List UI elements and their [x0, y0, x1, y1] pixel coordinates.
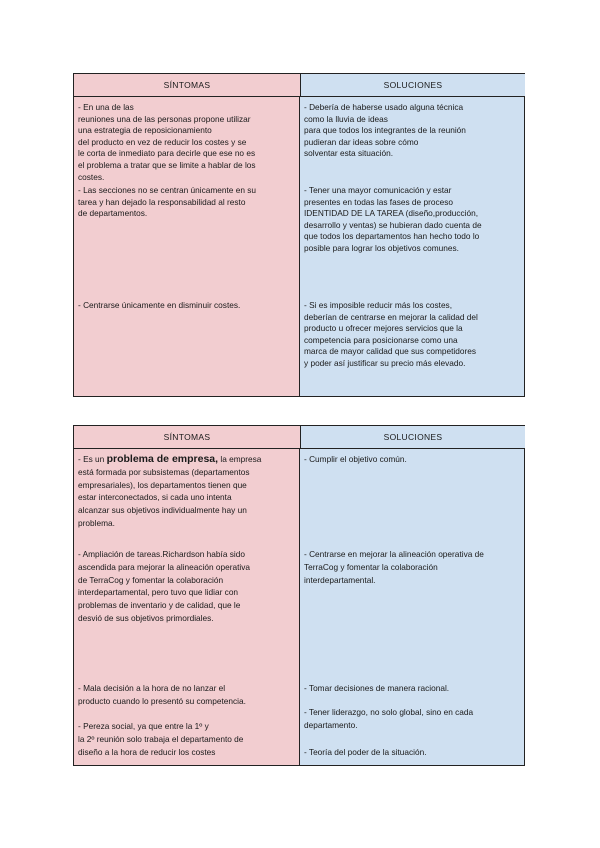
sintoma-item: - Las secciones no se centran únicamente en su tarea y han dejado la responsabilidad al resto de departamentos. [78, 185, 257, 219]
solucion-item: - Debería de haberse usado alguna técnica como la lluvia de ideas para que todos los integrantes de la reunión pudieran dar ideas sobre cómo solventar esta situación. [304, 102, 466, 159]
header-sintomas: SÍNTOMAS [74, 74, 301, 96]
sintoma-prefix: - Es un [78, 454, 107, 464]
sintoma-item: - Mala decisión a la hora de no lanzar el producto cuando lo presentó su competencia. [78, 683, 246, 706]
header-soluciones: SOLUCIONES [301, 426, 525, 448]
solucion-item: - Tener liderazgo, no solo global, sino en cada departamento. [304, 707, 474, 730]
sintomas-column [74, 97, 300, 396]
solucion-item: - Si es imposible reducir más los costes, deberían de centrarse en mejorar la calidad del producto u ofrecer mejores servicios que la competencia para posicionarse como una marca de mayor calidad que sus competidores y poder así justificar su precio más elevado. [304, 300, 478, 368]
sintoma-item: - Centrarse únicamente en disminuir costes. [78, 300, 241, 310]
solucion-item: - Cumplir el objetivo común. [304, 454, 407, 464]
solucion-item: - Tener una mayor comunicación y estar presentes en todas las fases de proceso IDENTIDAD DE LA TAREA (diseño,producción, desarrollo y ventas) se hubieran dado cuenta de que todos los departamentos han hecho todo lo posible para lograr los objetivos comunes. [304, 185, 482, 253]
soluciones-column [300, 97, 524, 396]
sintoma-item: - Pereza social, ya que entre la 1º y la 2º reunión solo trabaja el departamento de diseño a la hora de reducir los costes [78, 721, 244, 757]
sintoma-emphasis: problema de empresa, [106, 453, 219, 465]
header-soluciones: SOLUCIONES [301, 74, 525, 96]
solucion-item: - Centrarse en mejorar la alineación operativa de TerraCog y fomentar la colaboración interdepartamental. [304, 549, 484, 585]
sintomas-column [74, 449, 300, 765]
sintoma-rest: la empresa está formada por subsistemas (departamentos empresariales), los departamentos tienen que estar interconectados, si cada uno intenta alcanzar sus objetivos individualmente hay un problema. [78, 454, 262, 528]
soluciones-column [300, 449, 524, 765]
sintoma-item: - En una de las reuniones una de las personas propone utilizar una estrategia de reposicionamiento del producto en vez de reducir los costes y se le corta de inmediato para decirle que ese no es el problema a tratar que se limite a hablar de los costes. [78, 102, 256, 182]
solucion-item: - Teoría del poder de la situación. [304, 747, 427, 757]
sintoma-item: - Ampliación de tareas.Richardson había sido ascendida para mejorar la alineación operativa de TerraCog y fomentar la colaboración interdepartamental, pero tuvo que lidiar con problemas de inventario y de calidad, que le desvió de sus objetivos primordiales. [78, 549, 251, 623]
table-2 [73, 425, 525, 766]
table-1 [73, 73, 525, 397]
table-2-header [74, 426, 524, 449]
solucion-item: - Tomar decisiones de manera racional. [304, 683, 450, 693]
header-sintomas: SÍNTOMAS [74, 426, 301, 448]
table-1-header [74, 74, 524, 97]
sintoma-item [78, 453, 295, 530]
